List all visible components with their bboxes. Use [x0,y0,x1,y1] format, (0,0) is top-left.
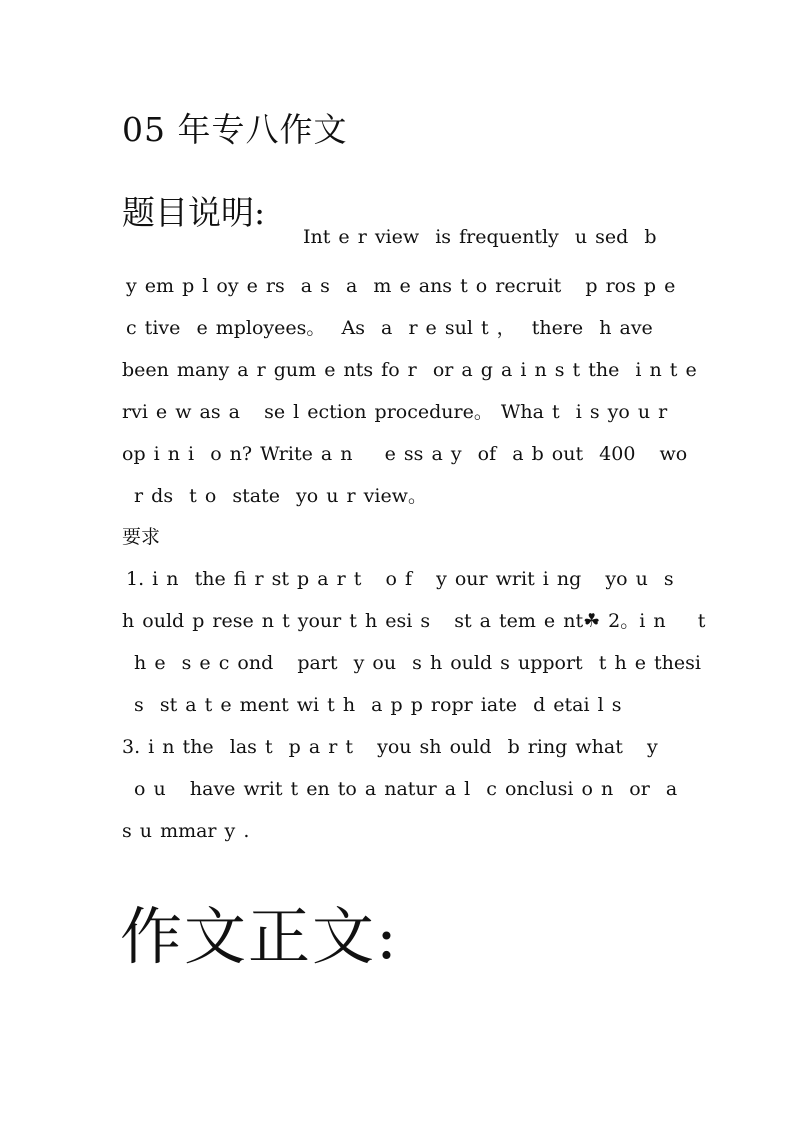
requirement-line-5: 3. i n the las t p a r t you sh ould b ring what y [122,736,658,758]
essay-body-heading: 作文正文: [120,900,399,973]
prompt-line-7: r ds t o state yo u r view。 [126,485,427,507]
prompt-label: 题目说明: [122,193,266,232]
prompt-line-2: y em p l oy e rs a s a m e ans t o recruit p ros p e [126,275,676,297]
prompt-line-4: been many a r gum e nts fo r or a g a i n s t the i n t e [122,359,697,381]
prompt-line-1: Int e r view is frequently u sed b [303,226,657,248]
document-title: 05 年专八作文 [122,110,348,149]
requirement-line-4: s st a t e ment wi t h a p p ropr iate d etai l s [126,694,622,716]
requirement-line-2: h ould p rese n t your t h esi s st a tem e nt☘ 2。i n t [122,610,706,632]
prompt-line-6: op i n i o n? Write a n e ss a y of a b out 400 wo [122,443,688,465]
prompt-line-3: c tive e mployees。 As a r e sul t ， there h ave [126,317,653,339]
requirement-line-3: h e s e c ond part y ou s h ould s upport t h e thesi [126,652,701,674]
requirement-line-1: 1. i n the fi r st p a r t o f y our writ i ng yo u s [126,568,674,590]
prompt-line-5: rvi e w as a se l ection procedure。 Wha t i s yo u r [122,401,668,423]
requirements-label: 要求 [122,526,161,548]
requirement-line-7: s u mmar y . [122,820,250,842]
requirement-line-6: o u have writ t en to a natur a l c onclusi o n or a [126,778,678,800]
